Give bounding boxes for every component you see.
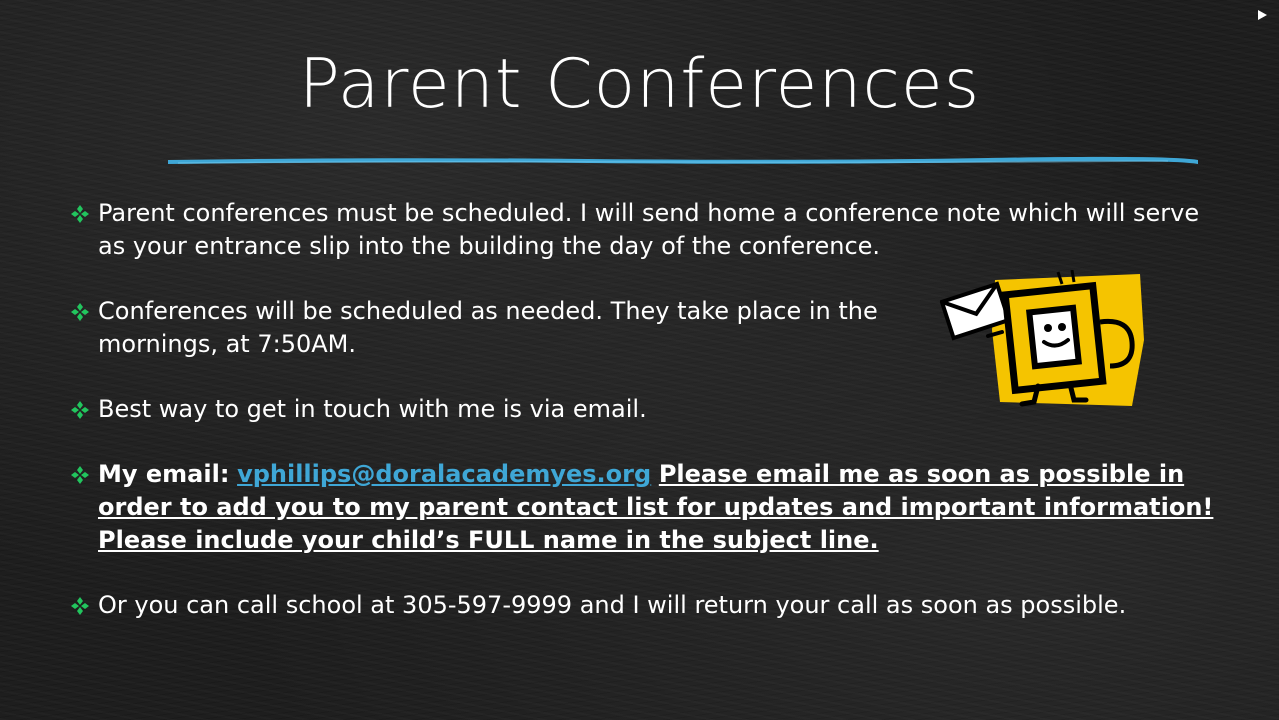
bullet-text: Or you can call school at 305-597-9999 and I will return your call as soon as possible.: [98, 591, 1127, 619]
bullet-item-email: [70, 458, 1220, 557]
email-link[interactable]: vphillips@doralacademyes.org: [237, 460, 652, 488]
diamond-bullet-icon: [70, 596, 90, 616]
email-label: My email:: [98, 460, 230, 488]
diamond-bullet-icon: [70, 465, 90, 485]
diamond-bullet-icon: [70, 400, 90, 420]
mail-character-icon: [940, 270, 1150, 410]
corner-triangle-icon: [1258, 10, 1267, 20]
bullet-text: Conferences will be scheduled as needed. They take place in the mornings, at 7:50AM.: [98, 297, 878, 358]
email-instructions: Please email me as soon as possible in order to add you to my parent contact list for updates and important information! Please include your child’s FULL name in the subject line.: [98, 460, 1214, 554]
page-title: Parent Conferences: [298, 45, 981, 124]
bullet-text: Best way to get in touch with me is via email.: [98, 395, 647, 423]
bullet-item-phone: [70, 589, 1220, 622]
bullet-text: Parent conferences must be scheduled. I will send home a conference note which will serve as your entrance slip into the building the day of the conference.: [98, 199, 1200, 260]
diamond-bullet-icon: [70, 204, 90, 224]
bullet-item-scheduling: [70, 197, 1220, 263]
diamond-bullet-icon: [70, 302, 90, 322]
bullet-list: [70, 197, 1220, 654]
bullet-text: [98, 458, 1220, 557]
title-underline: [168, 156, 1198, 166]
